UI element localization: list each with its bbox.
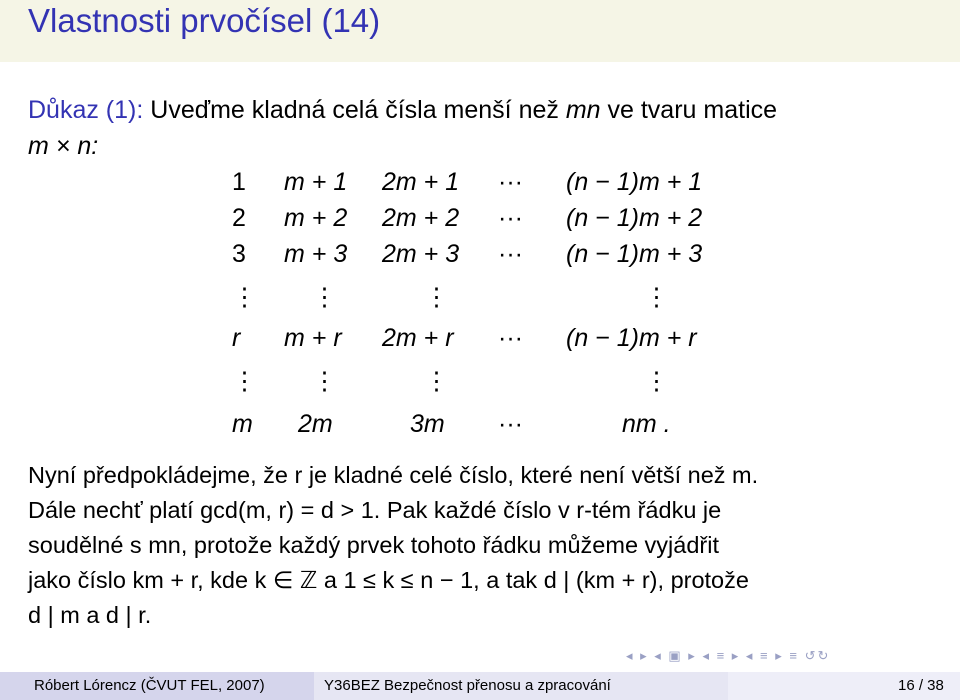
matrix-cell: nm . (622, 410, 671, 438)
matrix-cell: 2m + 1 (382, 168, 460, 196)
matrix-cell: r (232, 324, 241, 352)
matrix-cell: m + 2 (284, 204, 348, 232)
proof-paragraph (28, 458, 938, 633)
matrix-cell: (n − 1)m + 3 (566, 240, 703, 268)
matrix-cell: 2 (232, 204, 246, 232)
matrix-cell-vdots: ⋮ (232, 283, 257, 311)
slide-title: Vlastnosti prvočísel (14) (28, 2, 381, 39)
footer-page-box (728, 672, 960, 700)
matrix-cell: m + 1 (284, 168, 348, 196)
paragraph-line: Nyní předpokládejme, že r je kladné celé číslo, které není větší než m. (28, 462, 759, 488)
footer (0, 672, 960, 700)
footer-author: Róbert Lórencz (ČVUT FEL, 2007) (34, 677, 265, 694)
matrix-cell: 2m + 3 (382, 240, 460, 268)
paragraph-line: Dále nechť platí gcd(m, r) = d > 1. Pak každé číslo v r-tém řádku je (28, 497, 722, 523)
paragraph-line: jako číslo km + r, kde k ∈ ℤ a 1 ≤ k ≤ n − 1, a tak d | (km + r), protože (28, 567, 749, 593)
matrix-cell-vdots: ⋮ (644, 283, 669, 311)
matrix-cell: 2m (298, 410, 333, 438)
footer-page-number: 16 / 38 (898, 677, 944, 694)
matrix-cell-vdots: ⋮ (424, 283, 449, 311)
matrix-cell-vdots: ⋮ (312, 283, 337, 311)
footer-course: Y36BEZ Bezpečnost přenosu a zpracování (324, 677, 611, 694)
matrix-cell: ··· (498, 324, 523, 352)
matrix-cell: m + r (284, 324, 342, 352)
matrix-cell-vdots: ⋮ (312, 367, 337, 395)
matrix-cell: ··· (498, 204, 523, 232)
matrix-cell-vdots: ⋮ (232, 367, 257, 395)
matrix-cell: (n − 1)m + 2 (566, 204, 703, 232)
proof-dims: m × n: (28, 132, 99, 160)
paragraph-line: d | m a d | r. (28, 602, 152, 628)
matrix-cell: 2m + 2 (382, 204, 460, 232)
proof-label: Důkaz (1): (28, 96, 144, 124)
paragraph-line: soudělné s mn, protože každý prvek tohoto řádku můžeme vyjádřit (28, 532, 719, 558)
matrix-cell: 2m + r (382, 324, 454, 352)
matrix-cell: 3 (232, 240, 246, 268)
matrix-cell: (n − 1)m + 1 (566, 168, 703, 196)
beamer-navigation[interactable]: ◂ ▸ ◂ ▣ ▸ ◂ ≡ ▸ ◂ ≡ ▸ ≡ ↺↻ (626, 648, 831, 663)
matrix-cell: ··· (498, 168, 523, 196)
proof-intro-text: Uveďme kladná celá čísla menší než (150, 96, 559, 124)
matrix-cell-vdots: ⋮ (424, 367, 449, 395)
footer-author-box (0, 672, 314, 700)
matrix-cell: ··· (498, 410, 523, 438)
matrix-cell: (n − 1)m + r (566, 324, 697, 352)
matrix-cell: 1 (232, 168, 246, 196)
matrix-cell-vdots: ⋮ (644, 367, 669, 395)
footer-course-box (314, 672, 728, 700)
matrix-cell: m + 3 (284, 240, 348, 268)
proof-mn: mn (565, 96, 601, 124)
matrix-cell: m (232, 410, 253, 438)
matrix-cell: 3m (410, 410, 445, 438)
proof-intro-end: ve tvaru matice (607, 96, 778, 124)
matrix-cell: ··· (498, 240, 523, 268)
